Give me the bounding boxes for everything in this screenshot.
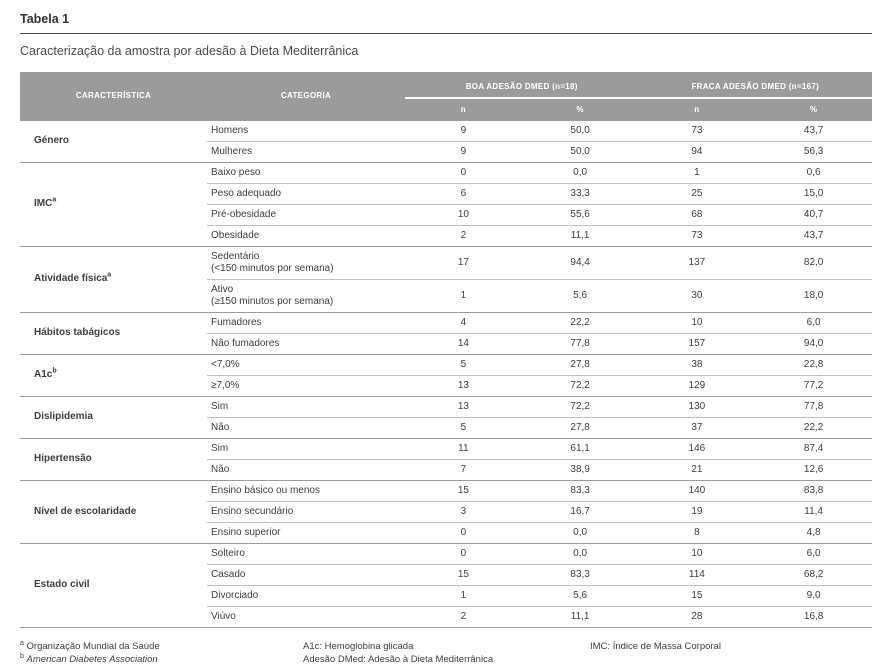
- value-cell: 11,4: [755, 501, 872, 522]
- value-cell: 22,2: [755, 417, 872, 438]
- value-cell: 40,7: [755, 204, 872, 225]
- footnote-column-imc: [590, 641, 872, 667]
- characteristic-label: Género: [34, 135, 70, 146]
- characteristic-label: Estado civil: [34, 579, 90, 590]
- category-cell: [207, 375, 405, 396]
- value-cell: 18,0: [755, 279, 872, 312]
- table-row: [20, 120, 872, 141]
- footnote-a1c: [303, 641, 590, 654]
- footnote-marker: b: [52, 367, 57, 375]
- category-label: Sedentário: [211, 250, 260, 262]
- value-cell: 3: [405, 501, 522, 522]
- table-subtitle: Caracterização da amostra por adesão à Dieta Mediterrânica: [20, 44, 359, 58]
- category-label: Ativo: [211, 283, 234, 295]
- value-cell: 11,1: [522, 606, 639, 627]
- category-label: Viúvo: [211, 610, 236, 622]
- category-label: ≥7,0%: [211, 379, 240, 391]
- value-cell: 14: [405, 333, 522, 354]
- table-row: [20, 162, 872, 183]
- value-cell: 13: [405, 375, 522, 396]
- category-label: Não fumadores: [211, 337, 280, 349]
- footnote-ada: [20, 654, 303, 667]
- value-cell: 83,3: [522, 564, 639, 585]
- value-cell: 56,3: [755, 141, 872, 162]
- category-cell: [207, 543, 405, 564]
- footnote-dmed: [303, 654, 590, 667]
- category-label: Ensino secundário: [211, 505, 294, 517]
- value-cell: 4,8: [755, 522, 872, 543]
- sample-characterization-table: [20, 72, 872, 628]
- value-cell: 11: [405, 438, 522, 459]
- value-cell: 8: [639, 522, 756, 543]
- footnote-text: Adesão DMed: Adesão à Dieta Mediterrânica: [303, 653, 494, 665]
- category-sublabel: (<150 minutos por semana): [211, 262, 334, 274]
- category-cell: [207, 438, 405, 459]
- value-cell: 5: [405, 354, 522, 375]
- value-cell: 27,8: [522, 417, 639, 438]
- table-row: [20, 396, 872, 417]
- category-cell: [207, 396, 405, 417]
- value-cell: 15: [639, 585, 756, 606]
- category-cell: [207, 522, 405, 543]
- value-cell: 0,0: [522, 522, 639, 543]
- footnote-marker: a: [107, 271, 112, 279]
- value-cell: 73: [639, 120, 756, 141]
- category-cell: [207, 417, 405, 438]
- category-label: <7,0%: [211, 358, 240, 370]
- category-cell: [207, 459, 405, 480]
- characteristic-label: Atividade física: [34, 273, 108, 284]
- value-cell: 5,6: [522, 279, 639, 312]
- characteristic-cell: [20, 396, 207, 438]
- value-cell: 6: [405, 183, 522, 204]
- value-cell: 140: [639, 480, 756, 501]
- footnote-text: A1c: Hemoglobina glicada: [303, 640, 414, 652]
- characteristic-label: A1c: [34, 369, 53, 380]
- value-cell: 72,2: [522, 375, 639, 396]
- header-good-adherence: BOA ADESÃO DMED (n=18): [405, 72, 639, 98]
- value-cell: 17: [405, 246, 522, 279]
- category-cell: [207, 120, 405, 141]
- value-cell: 114: [639, 564, 756, 585]
- value-cell: 157: [639, 333, 756, 354]
- category-cell: [207, 246, 405, 279]
- category-cell: [207, 606, 405, 627]
- value-cell: 6,0: [755, 312, 872, 333]
- value-cell: 21: [639, 459, 756, 480]
- value-cell: 0: [405, 162, 522, 183]
- footnote-column-sources: [20, 641, 303, 667]
- value-cell: 16,8: [755, 606, 872, 627]
- header-characteristic: CARACTERÍSTICA: [20, 72, 207, 120]
- characteristic-cell: [20, 354, 207, 396]
- value-cell: 4: [405, 312, 522, 333]
- category-label: Casado: [211, 568, 246, 580]
- characteristic-label: Nível de escolaridade: [34, 505, 137, 517]
- value-cell: 22,8: [755, 354, 872, 375]
- category-cell: [207, 501, 405, 522]
- value-cell: 2: [405, 606, 522, 627]
- category-label: Mulheres: [211, 145, 253, 157]
- category-cell: [207, 141, 405, 162]
- category-cell: [207, 564, 405, 585]
- value-cell: 0: [405, 543, 522, 564]
- header-poor-adherence: FRACA ADESÃO DMED (n=167): [639, 72, 873, 98]
- header-category: CATEGORIA: [207, 72, 405, 120]
- table-row: [20, 543, 872, 564]
- table-row: [20, 480, 872, 501]
- value-cell: 16,7: [522, 501, 639, 522]
- header-n-good: n: [405, 98, 522, 120]
- characteristic-label: IMC: [34, 198, 53, 209]
- value-cell: 77,8: [755, 396, 872, 417]
- category-cell: [207, 480, 405, 501]
- characteristic-label: Hipertensão: [34, 453, 92, 464]
- footnote-text: American Diabetes Association: [26, 653, 158, 665]
- value-cell: 1: [639, 162, 756, 183]
- value-cell: 6,0: [755, 543, 872, 564]
- category-cell: [207, 204, 405, 225]
- characteristic-cell: [20, 543, 207, 627]
- characteristic-cell: [20, 162, 207, 246]
- value-cell: 5,6: [522, 585, 639, 606]
- characteristic-label: Dislipidemia: [34, 411, 93, 422]
- value-cell: 15: [405, 480, 522, 501]
- value-cell: 22,2: [522, 312, 639, 333]
- value-cell: 83,3: [522, 480, 639, 501]
- value-cell: 72,2: [522, 396, 639, 417]
- value-cell: 130: [639, 396, 756, 417]
- value-cell: 9: [405, 141, 522, 162]
- value-cell: 38,9: [522, 459, 639, 480]
- category-label: Sim: [211, 442, 229, 454]
- value-cell: 129: [639, 375, 756, 396]
- category-cell: [207, 354, 405, 375]
- table-body: [20, 120, 872, 627]
- characteristic-cell: [20, 246, 207, 312]
- category-label: Solteiro: [211, 547, 245, 559]
- category-cell: [207, 585, 405, 606]
- value-cell: 50,0: [522, 120, 639, 141]
- characteristic-cell: [20, 312, 207, 354]
- characteristic-cell: [20, 438, 207, 480]
- value-cell: 1: [405, 585, 522, 606]
- value-cell: 37: [639, 417, 756, 438]
- value-cell: 61,1: [522, 438, 639, 459]
- header-pct-good: %: [522, 98, 639, 120]
- value-cell: 2: [405, 225, 522, 246]
- value-cell: 9: [405, 120, 522, 141]
- value-cell: 27,8: [522, 354, 639, 375]
- table-row: [20, 354, 872, 375]
- value-cell: 10: [405, 204, 522, 225]
- footnote-marker: a: [52, 196, 57, 204]
- table-row: [20, 438, 872, 459]
- category-label: Sim: [211, 400, 229, 412]
- footnote-imc: [590, 641, 872, 654]
- header-n-poor: n: [639, 98, 756, 120]
- value-cell: 94,4: [522, 246, 639, 279]
- category-label: Homens: [211, 124, 249, 136]
- category-cell: [207, 162, 405, 183]
- characteristic-label: Hábitos tabágicos: [34, 327, 121, 338]
- value-cell: 15: [405, 564, 522, 585]
- value-cell: 83,8: [755, 480, 872, 501]
- footnotes: [20, 641, 872, 667]
- value-cell: 7: [405, 459, 522, 480]
- category-cell: [207, 183, 405, 204]
- value-cell: 25: [639, 183, 756, 204]
- category-label: Ensino básico ou menos: [211, 484, 320, 496]
- value-cell: 0,0: [522, 162, 639, 183]
- footnote-text: Organização Mundial da Saúde: [26, 640, 160, 652]
- category-cell: [207, 225, 405, 246]
- value-cell: 55,6: [522, 204, 639, 225]
- category-label: Ensino superior: [211, 526, 281, 538]
- value-cell: 11,1: [522, 225, 639, 246]
- value-cell: 10: [639, 543, 756, 564]
- category-label: Divorciado: [211, 589, 259, 601]
- table-header: [20, 72, 872, 120]
- value-cell: 15,0: [755, 183, 872, 204]
- category-cell: [207, 312, 405, 333]
- value-cell: 82,0: [755, 246, 872, 279]
- value-cell: 87,4: [755, 438, 872, 459]
- characteristic-cell: [20, 120, 207, 162]
- value-cell: 19: [639, 501, 756, 522]
- value-cell: 10: [639, 312, 756, 333]
- value-cell: 30: [639, 279, 756, 312]
- value-cell: 146: [639, 438, 756, 459]
- value-cell: 77,8: [522, 333, 639, 354]
- value-cell: 1: [405, 279, 522, 312]
- category-label: Peso adequado: [211, 187, 282, 199]
- footnote-text: IMC: Índice de Massa Corporal: [590, 640, 721, 652]
- value-cell: 9,0: [755, 585, 872, 606]
- value-cell: 94,0: [755, 333, 872, 354]
- value-cell: 68: [639, 204, 756, 225]
- header-pct-poor: %: [755, 98, 872, 120]
- category-label: Pré-obesidade: [211, 208, 277, 220]
- table-row: [20, 246, 872, 279]
- category-cell: [207, 279, 405, 312]
- value-cell: 28: [639, 606, 756, 627]
- category-label: Fumadores: [211, 316, 262, 328]
- value-cell: 73: [639, 225, 756, 246]
- header-row-groups: [20, 72, 872, 98]
- value-cell: 50,0: [522, 141, 639, 162]
- value-cell: 77,2: [755, 375, 872, 396]
- footnote-oms: [20, 641, 303, 654]
- value-cell: 38: [639, 354, 756, 375]
- category-sublabel: (≥150 minutos por semana): [211, 295, 334, 307]
- value-cell: 0,6: [755, 162, 872, 183]
- value-cell: 0: [405, 522, 522, 543]
- table-title: Tabela 1: [20, 8, 872, 34]
- category-label: Obesidade: [211, 229, 260, 241]
- value-cell: 94: [639, 141, 756, 162]
- category-label: Baixo peso: [211, 166, 261, 178]
- characteristic-cell: [20, 480, 207, 543]
- value-cell: 68,2: [755, 564, 872, 585]
- category-cell: [207, 333, 405, 354]
- value-cell: 43,7: [755, 120, 872, 141]
- footnote-column-abbreviations: [303, 641, 590, 667]
- value-cell: 0,0: [522, 543, 639, 564]
- value-cell: 12,6: [755, 459, 872, 480]
- category-label: Não: [211, 463, 230, 475]
- category-label: Não: [211, 421, 230, 433]
- footnote-marker-b: b: [20, 652, 24, 660]
- footnote-marker-a: a: [20, 639, 24, 647]
- value-cell: 43,7: [755, 225, 872, 246]
- value-cell: 13: [405, 396, 522, 417]
- value-cell: 5: [405, 417, 522, 438]
- value-cell: 33,3: [522, 183, 639, 204]
- table-row: [20, 312, 872, 333]
- value-cell: 137: [639, 246, 756, 279]
